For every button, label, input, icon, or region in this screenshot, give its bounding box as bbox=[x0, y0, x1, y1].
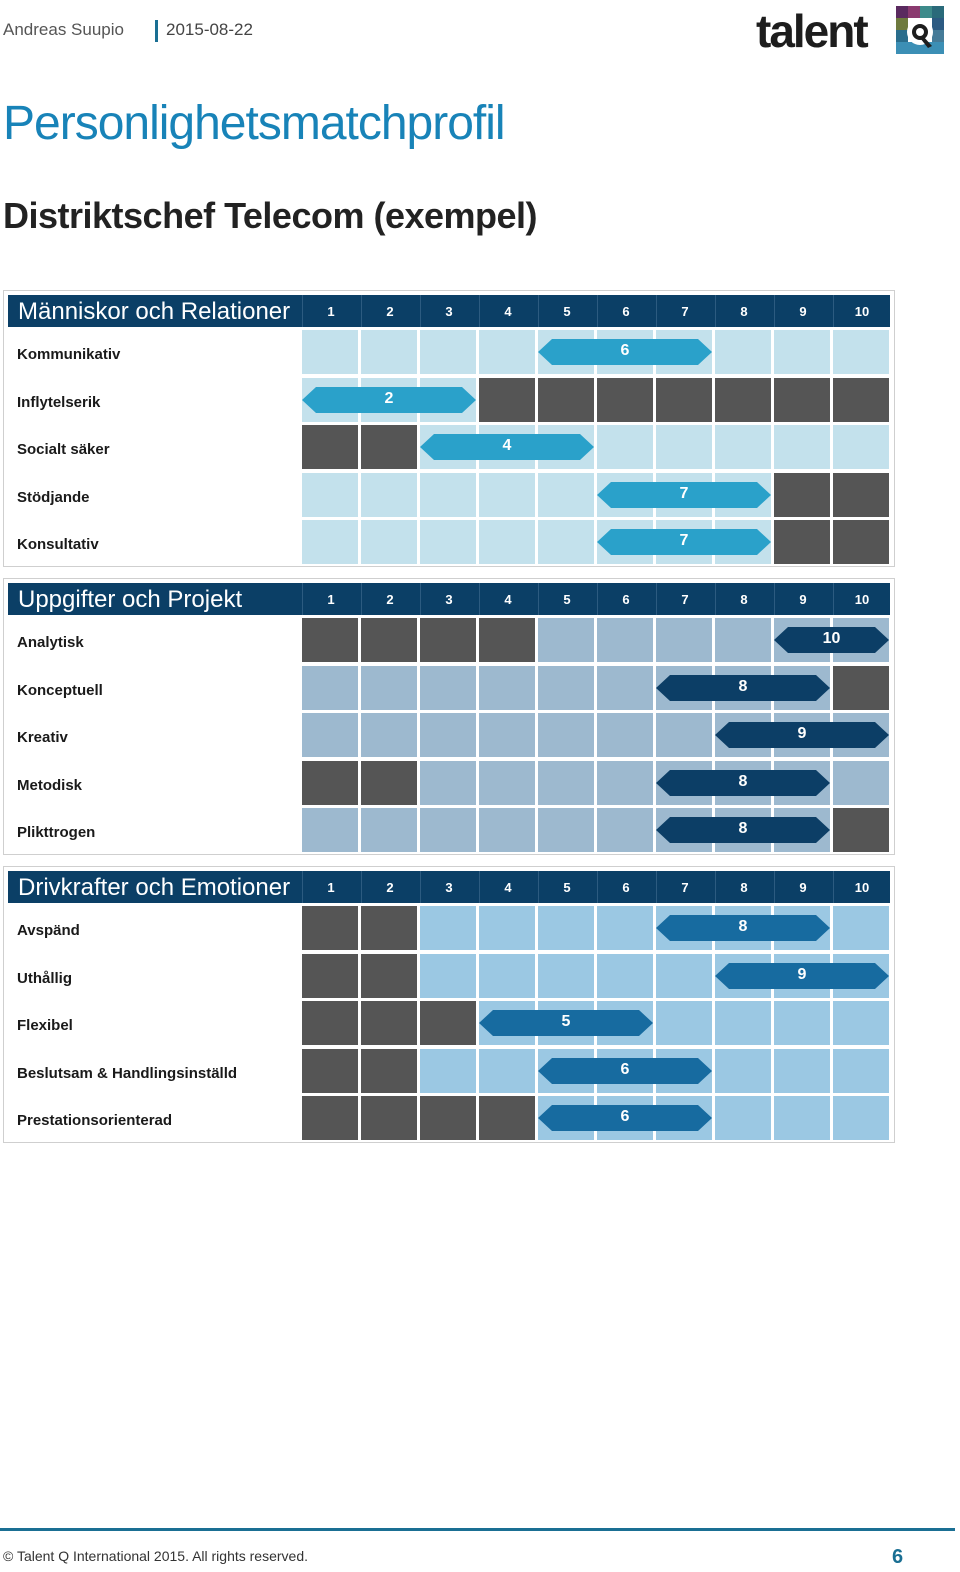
fit-cell bbox=[302, 520, 358, 564]
non-fit-cell bbox=[302, 761, 358, 805]
fit-cell bbox=[479, 473, 535, 517]
non-fit-cell bbox=[361, 618, 417, 662]
fit-cell bbox=[538, 618, 594, 662]
trait-label: Kommunikativ bbox=[17, 346, 121, 363]
score-value: 8 bbox=[738, 820, 748, 837]
fit-cell bbox=[479, 666, 535, 710]
score-value: 6 bbox=[620, 1108, 630, 1125]
copyright-text: © Talent Q International 2015. All rights reserved. bbox=[3, 1548, 309, 1564]
logo-q-icon bbox=[896, 6, 944, 54]
fit-cell bbox=[656, 425, 712, 469]
score-marker bbox=[656, 817, 830, 843]
fit-cell bbox=[479, 520, 535, 564]
profile-section bbox=[3, 578, 895, 855]
fit-cell bbox=[715, 1049, 771, 1093]
fit-cell bbox=[361, 713, 417, 757]
fit-cell bbox=[774, 1049, 830, 1093]
fit-cell bbox=[302, 330, 358, 374]
fit-cell bbox=[420, 1049, 476, 1093]
fit-cell bbox=[361, 330, 417, 374]
score-marker bbox=[656, 770, 830, 796]
fit-cell bbox=[656, 618, 712, 662]
section-title: Människor och Relationer bbox=[18, 298, 291, 325]
non-fit-cell bbox=[656, 378, 712, 422]
fit-cell bbox=[302, 713, 358, 757]
fit-cell bbox=[833, 330, 889, 374]
scale-number: 3 bbox=[445, 304, 453, 319]
fit-cell bbox=[420, 808, 476, 852]
fit-cell bbox=[597, 713, 653, 757]
score-marker bbox=[479, 1010, 653, 1036]
trait-label: Prestationsorienterad bbox=[17, 1112, 173, 1129]
non-fit-cell bbox=[302, 954, 358, 998]
fit-cell bbox=[833, 761, 889, 805]
trait-label: Plikttrogen bbox=[17, 824, 96, 841]
scale-number: 2 bbox=[386, 592, 394, 607]
fit-cell bbox=[833, 425, 889, 469]
non-fit-cell bbox=[774, 378, 830, 422]
fit-cell bbox=[715, 330, 771, 374]
scale-number: 6 bbox=[622, 880, 630, 895]
score-marker bbox=[538, 339, 712, 365]
scale-number: 6 bbox=[622, 304, 630, 319]
report-date: 2015-08-22 bbox=[166, 20, 253, 39]
scale-number: 8 bbox=[740, 880, 748, 895]
trait-label: Analytisk bbox=[17, 634, 84, 651]
fit-cell bbox=[420, 761, 476, 805]
non-fit-cell bbox=[833, 520, 889, 564]
trait-label: Konceptuell bbox=[17, 681, 103, 699]
scale-number: 7 bbox=[681, 880, 689, 895]
score-marker bbox=[597, 529, 771, 555]
fit-cell bbox=[302, 808, 358, 852]
section-header bbox=[8, 295, 890, 327]
score-value: 8 bbox=[738, 918, 748, 935]
fit-cell bbox=[538, 666, 594, 710]
fit-cell bbox=[479, 906, 535, 950]
fit-cell bbox=[597, 761, 653, 805]
fit-cell bbox=[715, 1096, 771, 1140]
non-fit-cell bbox=[302, 1049, 358, 1093]
non-fit-cell bbox=[833, 378, 889, 422]
fit-cell bbox=[774, 330, 830, 374]
fit-cell bbox=[538, 906, 594, 950]
fit-cell bbox=[597, 666, 653, 710]
fit-cell bbox=[597, 808, 653, 852]
scale-number: 9 bbox=[799, 304, 807, 319]
fit-cell bbox=[420, 906, 476, 950]
score-value: 8 bbox=[738, 772, 748, 790]
trait-label: Konsultativ bbox=[17, 536, 99, 553]
non-fit-cell bbox=[420, 1001, 476, 1045]
trait-label: Stödjande bbox=[17, 488, 90, 506]
scale-number: 3 bbox=[445, 880, 453, 895]
fit-cell bbox=[538, 713, 594, 757]
non-fit-cell bbox=[774, 520, 830, 564]
trait-label: Kreativ bbox=[17, 729, 68, 746]
fit-cell bbox=[302, 473, 358, 517]
scale-number: 4 bbox=[504, 880, 512, 895]
score-value: 8 bbox=[738, 677, 748, 695]
fit-cell bbox=[538, 808, 594, 852]
section-header bbox=[8, 871, 890, 903]
scale-number: 5 bbox=[563, 880, 571, 895]
scale-number: 6 bbox=[622, 592, 630, 607]
non-fit-cell bbox=[302, 425, 358, 469]
non-fit-cell bbox=[833, 666, 889, 710]
fit-cell bbox=[538, 520, 594, 564]
fit-cell bbox=[538, 761, 594, 805]
scale-number: 2 bbox=[386, 304, 394, 319]
trait-label: Flexibel bbox=[17, 1017, 73, 1034]
fit-cell bbox=[479, 761, 535, 805]
scale-number: 8 bbox=[740, 304, 748, 319]
fit-cell bbox=[597, 618, 653, 662]
fit-cell bbox=[774, 1096, 830, 1140]
author-name: Andreas Suupio bbox=[3, 20, 124, 39]
profile-section bbox=[3, 290, 895, 567]
fit-cell bbox=[774, 425, 830, 469]
non-fit-cell bbox=[302, 618, 358, 662]
fit-cell bbox=[479, 808, 535, 852]
fit-cell bbox=[656, 1001, 712, 1045]
non-fit-cell bbox=[479, 618, 535, 662]
fit-cell bbox=[420, 330, 476, 374]
trait-label: Metodisk bbox=[17, 776, 83, 794]
score-value: 6 bbox=[620, 342, 630, 359]
fit-cell bbox=[597, 906, 653, 950]
non-fit-cell bbox=[597, 378, 653, 422]
score-value: 2 bbox=[384, 389, 394, 407]
scale-number: 5 bbox=[563, 592, 571, 607]
score-marker bbox=[302, 387, 476, 413]
trait-label: Beslutsam & Handlingsinställd bbox=[17, 1064, 238, 1082]
fit-cell bbox=[302, 666, 358, 710]
non-fit-cell bbox=[479, 1096, 535, 1140]
scale-number: 5 bbox=[563, 304, 571, 319]
non-fit-cell bbox=[361, 954, 417, 998]
page-header bbox=[0, 0, 960, 60]
fit-cell bbox=[538, 954, 594, 998]
fit-cell bbox=[420, 954, 476, 998]
trait-label: Socialt säker bbox=[17, 441, 110, 458]
scale-number: 10 bbox=[854, 592, 870, 607]
fit-cell bbox=[656, 954, 712, 998]
non-fit-cell bbox=[420, 618, 476, 662]
score-value: 10 bbox=[822, 630, 841, 647]
score-marker bbox=[774, 627, 889, 653]
non-fit-cell bbox=[715, 378, 771, 422]
score-marker bbox=[420, 434, 594, 460]
fit-cell bbox=[774, 1001, 830, 1045]
non-fit-cell bbox=[774, 473, 830, 517]
fit-cell bbox=[597, 425, 653, 469]
page-number: 6 bbox=[892, 1546, 904, 1568]
fit-cell bbox=[420, 520, 476, 564]
score-marker bbox=[656, 915, 830, 941]
fit-cell bbox=[597, 954, 653, 998]
section-header bbox=[8, 583, 890, 615]
fit-cell bbox=[420, 473, 476, 517]
fit-cell bbox=[833, 1096, 889, 1140]
trait-label: Avspänd bbox=[17, 922, 80, 939]
scale-number: 1 bbox=[327, 592, 335, 607]
profile-section bbox=[3, 866, 895, 1143]
score-value: 7 bbox=[679, 532, 689, 549]
scale-number: 10 bbox=[854, 880, 870, 895]
score-value: 4 bbox=[502, 437, 512, 454]
scale-number: 1 bbox=[327, 304, 335, 319]
header-divider bbox=[155, 20, 158, 42]
score-marker bbox=[656, 675, 830, 701]
fit-cell bbox=[479, 713, 535, 757]
scale-number: 10 bbox=[854, 304, 870, 319]
fit-cell bbox=[361, 473, 417, 517]
scale-number: 4 bbox=[504, 592, 512, 607]
fit-cell bbox=[479, 330, 535, 374]
non-fit-cell bbox=[361, 425, 417, 469]
non-fit-cell bbox=[302, 1001, 358, 1045]
fit-cell bbox=[833, 1049, 889, 1093]
page-title: Personlighetsmatchprofil bbox=[3, 97, 505, 150]
score-marker bbox=[715, 963, 889, 989]
non-fit-cell bbox=[361, 906, 417, 950]
non-fit-cell bbox=[361, 1001, 417, 1045]
score-value: 5 bbox=[561, 1013, 571, 1030]
score-marker bbox=[715, 722, 889, 748]
footer-divider bbox=[0, 1528, 955, 1531]
scale-number: 9 bbox=[799, 592, 807, 607]
scale-number: 8 bbox=[740, 592, 748, 607]
fit-cell bbox=[420, 713, 476, 757]
scale-number: 9 bbox=[799, 880, 807, 895]
non-fit-cell bbox=[302, 1096, 358, 1140]
non-fit-cell bbox=[538, 378, 594, 422]
scale-number: 4 bbox=[504, 304, 512, 319]
scale-number: 1 bbox=[327, 880, 335, 895]
scale-number: 2 bbox=[386, 880, 394, 895]
non-fit-cell bbox=[833, 808, 889, 852]
score-marker bbox=[597, 482, 771, 508]
fit-cell bbox=[715, 618, 771, 662]
fit-cell bbox=[479, 954, 535, 998]
score-value: 9 bbox=[797, 965, 807, 983]
non-fit-cell bbox=[361, 1096, 417, 1140]
trait-label: Uthållig bbox=[17, 969, 72, 987]
fit-cell bbox=[656, 713, 712, 757]
fit-cell bbox=[715, 425, 771, 469]
fit-cell bbox=[833, 906, 889, 950]
section-title: Drivkrafter och Emotioner bbox=[18, 874, 291, 901]
non-fit-cell bbox=[361, 1049, 417, 1093]
page-subtitle: Distriktschef Telecom (exempel) bbox=[3, 195, 538, 236]
non-fit-cell bbox=[479, 378, 535, 422]
scale-number: 7 bbox=[681, 304, 689, 319]
fit-cell bbox=[420, 666, 476, 710]
fit-cell bbox=[361, 666, 417, 710]
score-marker bbox=[538, 1058, 712, 1084]
fit-cell bbox=[479, 1049, 535, 1093]
talent-q-logo bbox=[756, 4, 946, 56]
scale-number: 3 bbox=[445, 592, 453, 607]
non-fit-cell bbox=[302, 906, 358, 950]
fit-cell bbox=[833, 1001, 889, 1045]
trait-label: Inflytelserik bbox=[17, 393, 101, 411]
non-fit-cell bbox=[420, 1096, 476, 1140]
score-value: 6 bbox=[620, 1060, 630, 1078]
score-value: 9 bbox=[797, 725, 807, 742]
score-marker bbox=[538, 1105, 712, 1131]
scale-number: 7 bbox=[681, 592, 689, 607]
fit-cell bbox=[361, 520, 417, 564]
non-fit-cell bbox=[833, 473, 889, 517]
fit-cell bbox=[538, 473, 594, 517]
non-fit-cell bbox=[361, 761, 417, 805]
score-value: 7 bbox=[679, 484, 689, 502]
fit-cell bbox=[361, 808, 417, 852]
fit-cell bbox=[715, 1001, 771, 1045]
section-title: Uppgifter och Projekt bbox=[18, 586, 243, 613]
logo-wordmark: talent bbox=[756, 5, 867, 57]
